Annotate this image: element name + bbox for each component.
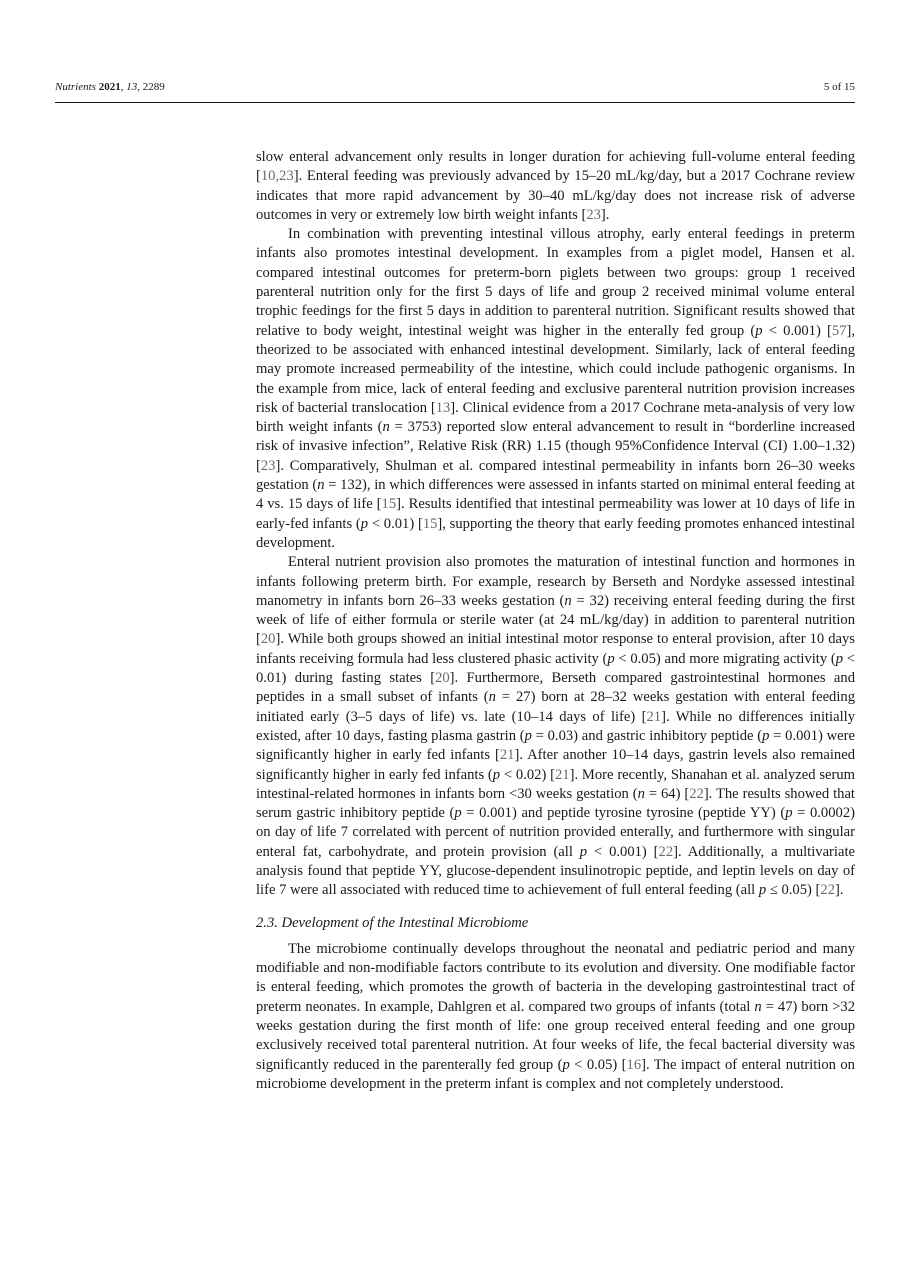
journal-name: Nutrients: [55, 81, 96, 93]
page-header: [55, 76, 855, 103]
citation-link[interactable]: 20: [260, 631, 276, 648]
citation-link[interactable]: 22: [689, 785, 704, 802]
citation-link[interactable]: 20: [435, 670, 450, 687]
citation-link[interactable]: 16: [626, 1056, 642, 1073]
citation-link[interactable]: 10,23: [260, 168, 294, 185]
journal-volume: 13: [126, 81, 138, 93]
citation-link[interactable]: 15: [422, 515, 438, 532]
citation-link[interactable]: 23: [586, 206, 601, 223]
journal-year: 2021: [98, 81, 121, 93]
section-heading: 2.3. Development of the Intestinal Microbiome: [256, 914, 529, 931]
citation-link[interactable]: 21: [499, 747, 515, 764]
citation-link[interactable]: 21: [646, 708, 662, 725]
page-number: 5 of 15: [823, 81, 855, 93]
paragraph-3: Enteral nutrient provision also promotes the maturation of intestinal function and hormones in infants following preterm birth. For example, research by Berseth and Nordyke assessed intestinal manometry in infants born 26–33 weeks gestation (n = 32) receiving enteral feeding during the first week of life of either formula or sterile water (at 24 mL/kg/day) in addition to parenteral nutrition [20]. While both groups showed an initial intestinal motor response to enteral provision, after 10 days infants receiving formula had less clustered phasic activity (p < 0.05) and more migrating activity (p < 0.01) during fasting states [20]. Furthermore, Berseth compared gastrointestinal hormones and peptides in a small subset of infants (n = 27) born at 28–32 weeks gestation with enteral feeding initiated early (3–5 days of life) vs. late (10–14 days of life) [21]. While no differences initially existed, after 10 days, fasting plasma gastrin (p = 0.03) and gastric inhibitory peptide (p = 0.001) were significantly higher in early fed infants [21]. After another 10–14 days, gastrin levels also remained significantly higher in early fed infants (p < 0.02) [21]. More recently, Shanahan et al. analyzed serum intestinal-related hormones in infants born <30 weeks gestation (n = 64) [22]. The results showed that serum gastric inhibitory peptide (p = 0.001) and peptide tyrosine tyrosine (peptide YY) (p = 0.0002) on day of life 7 correlated with percent of nutrition provided enterally, and furthermore with singular enteral fat, carbohydrate, and protein provision (all p < 0.001) [22]. Additionally, a multivariate analysis found that peptide YY, glucose-dependent insulinotropic peptide, and leptin levels on day of life 7 were all associated with reduced time to achievement of full enteral feeding (all p ≤ 0.05) [22].: [256, 554, 856, 899]
journal-citation: Nutrients 2021, 13, 2289: [55, 81, 165, 93]
paragraph-1: slow enteral advancement only results in longer duration for achieving full-volume enteral feeding [10,23]. Enteral feeding was previously advanced by 15–20 mL/kg/day, but a 2017 Cochrane review indicates that more rapid advancement by 30–40 mL/kg/day does not increase risk of adverse outcomes in very or extremely low birth weight infants [23].: [256, 149, 855, 223]
citation-link[interactable]: 22: [658, 843, 674, 860]
paragraph-2: In combination with preventing intestinal villous atrophy, early enteral feedings in preterm infants also promotes intestinal development. In examples from a piglet model, Hansen et al. compared intestinal outcomes for preterm-born piglets between two groups: group 1 received parenteral nutrition only for the first 5 days of life and group 2 received minimal volume enteral trophic feedings for the first 5 days in addition to parenteral nutrition. Significant results showed that relative to body weight, intestinal weight was higher in the enterally fed group (p < 0.001) [57], theorized to be associated with enhanced intestinal development. Similarly, lack of enteral feeding may promote increased permeability of the intestine, which could include pathogenic organisms. In the example from mice, lack of enteral feeding and exclusive parenteral nutrition provision increases risk of bacterial translocation [13]. Clinical evidence from a 2017 Cochrane meta-analysis of very low birth weight infants (n = 3753) reported slow enteral advancement to result in “borderline increased risk of invasive infection”, Relative Risk (RR) 1.15 (though 95%Confidence Interval (CI) 1.00–1.32) [23]. Comparatively, Shulman et al. compared intestinal permeability in infants born 26–30 weeks gestation (n = 132), in which differences were assessed in infants started on minimal enteral feeding at 4 vs. 15 days of life [15]. Results identified that intestinal permeability was lower at 10 days of life in early-fed infants (p < 0.01) [15], supporting the theory that early feeding promotes enhanced intestinal development.: [256, 226, 856, 551]
paragraph-4: The microbiome continually develops throughout the neonatal and pediatric period and many modifiable and non-modifiable factors contribute to its evolution and diversity. One modifiable factor is enteral feeding, which promotes the growth of bacteria in the developing gastrointestinal tract of preterm neonates. In example, Dahlgren et al. compared two groups of infants (total n = 47) born >32 weeks gestation during the first month of life: one group received enteral feeding and one group exclusively received total parenteral nutrition. At four weeks of life, the fecal bacterial diversity was significantly reduced in the parenterally fed group (p < 0.05) [16]. The impact of enteral nutrition on microbiome development in the preterm infant is complex and not completely understood.: [256, 940, 855, 1092]
citation-link[interactable]: 15: [381, 496, 397, 513]
citation-link[interactable]: 13: [435, 399, 451, 416]
citation-link[interactable]: 22: [820, 882, 835, 899]
citation-link[interactable]: 57: [831, 322, 847, 339]
citation-link[interactable]: 21: [555, 766, 570, 783]
article-body: [256, 148, 855, 1094]
journal-article: 2289: [142, 81, 165, 93]
citation-link[interactable]: 23: [260, 457, 276, 474]
